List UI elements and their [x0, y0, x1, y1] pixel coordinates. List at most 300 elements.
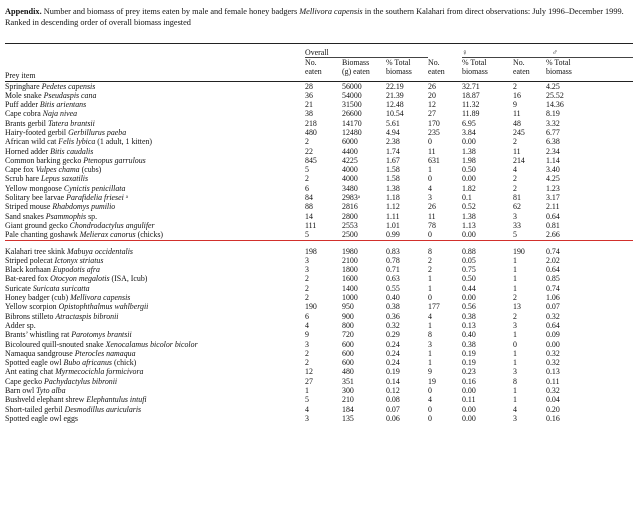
overall-no-eaten-cell: 27 — [305, 376, 313, 386]
row-padding — [587, 340, 633, 349]
row-padding — [587, 221, 633, 230]
overall-biomass-cell: 1000 — [342, 293, 358, 303]
prey-name-cell — [5, 312, 305, 321]
overall-biomass-cell: 54000 — [342, 90, 362, 100]
overall-biomass-cell: 1400 — [342, 283, 358, 293]
male-pct-cell: 0.85 — [546, 274, 560, 284]
table-row — [5, 230, 633, 240]
prey-scientific-name: Pterocles namaqua — [74, 348, 136, 358]
overall-pct-cell: 22.19 — [386, 81, 404, 91]
female-pct-cell: 0.00 — [462, 413, 476, 423]
female-pct-cell: 0.13 — [462, 320, 476, 330]
prey-name-cell — [5, 414, 305, 423]
overall-biomass-cell: 4000 — [342, 165, 358, 175]
male-no-eaten-cell: 4 — [513, 404, 517, 414]
table-row — [5, 109, 633, 118]
female-pct-cell: 1.82 — [462, 183, 476, 193]
male-no-eaten-cell: 1 — [513, 395, 517, 405]
prey-common-name: Pale chanting goshawk — [5, 230, 80, 240]
male-pct-cell: 3.32 — [546, 118, 560, 128]
header-male-pct: % Total biomass — [546, 58, 587, 82]
overall-pct-cell: 0.99 — [386, 230, 428, 240]
overall-pct-cell: 0.12 — [386, 386, 400, 395]
overall-no-eaten-cell: 111 — [305, 220, 317, 230]
prey-common-name: Scrub hare — [5, 174, 41, 184]
table-row — [5, 395, 633, 404]
table-row — [5, 367, 633, 376]
prey-common-name: Sand snakes — [5, 211, 46, 221]
prey-scientific-name: Pedetes capensis — [41, 81, 96, 91]
prey-scientific-name: Melierax canorus — [79, 230, 136, 240]
overall-biomass-cell: 1800 — [342, 265, 358, 275]
prey-scientific-name: Vulpes chama — [35, 165, 80, 175]
female-no-eaten-cell: 3 — [428, 193, 432, 203]
header-prey-item: Prey item — [5, 58, 305, 82]
prey-common-name: Spotted eagle owl — [5, 358, 64, 368]
male-pct-cell: 2.11 — [546, 202, 560, 212]
table-row — [5, 405, 633, 414]
prey-scientific-name: Psammophis — [45, 211, 87, 221]
table-row — [5, 386, 633, 395]
overall-no-eaten-cell: 2 — [305, 293, 309, 303]
male-pct-cell: 0.04 — [546, 395, 560, 405]
row-padding — [587, 405, 633, 414]
prey-name-cell — [5, 202, 305, 211]
female-pct-cell: 0.88 — [462, 246, 476, 256]
overall-no-eaten-cell: 3 — [305, 339, 309, 349]
prey-name-cell — [5, 212, 305, 221]
male-pct-cell: 0.32 — [546, 386, 560, 395]
male-pct-cell: 0.74 — [546, 246, 560, 256]
overall-biomass-cell: 3480 — [342, 183, 358, 193]
prey-scientific-name: Eupodotis afra — [52, 265, 100, 275]
prey-name-cell — [5, 274, 305, 283]
female-no-eaten-cell: 1 — [428, 358, 432, 368]
male-pct-cell: 0.64 — [546, 320, 560, 330]
male-no-eaten-cell: 2 — [513, 137, 517, 147]
prey-name-cell — [5, 340, 305, 349]
row-padding — [587, 367, 633, 376]
male-no-eaten-cell: 2 — [513, 81, 517, 91]
prey-name-cell — [5, 193, 305, 202]
male-pct-cell: 4.25 — [546, 174, 560, 184]
prey-scientific-name: Pseudaspis cana — [43, 90, 97, 100]
overall-biomass-cell: 4225 — [342, 155, 358, 165]
prey-common-name: Bicoloured quill-snouted snake — [5, 339, 106, 349]
overall-biomass-cell: 184 — [342, 404, 354, 414]
prey-scientific-name: Cynictis penicillata — [63, 183, 126, 193]
overall-biomass-cell: 14170 — [342, 118, 362, 128]
male-no-eaten-cell: 4 — [513, 165, 517, 175]
male-no-eaten-cell: 11 — [513, 146, 521, 156]
prey-note: ᵃ — [123, 193, 128, 203]
overall-biomass-cell: 135 — [342, 413, 354, 423]
male-pct-cell: 2.02 — [546, 255, 560, 265]
prey-name-cell — [5, 284, 305, 293]
overall-no-eaten-cell: 2 — [305, 348, 309, 358]
overall-pct-cell: 0.08 — [386, 395, 400, 405]
row-padding — [587, 128, 633, 137]
prey-common-name: Mole snake — [5, 90, 44, 100]
male-pct-cell: 14.36 — [546, 100, 564, 110]
overall-pct-cell: 0.63 — [386, 274, 400, 284]
prey-name-cell — [5, 165, 305, 174]
table-row — [5, 212, 633, 221]
prey-scientific-name: Parotomys brantsii — [71, 330, 132, 340]
overall-no-eaten-cell: 38 — [305, 109, 313, 119]
male-no-eaten-cell: 3 — [513, 211, 517, 221]
prey-common-name: Honey badger (cub) — [5, 293, 71, 303]
male-no-eaten-cell: 1 — [513, 255, 517, 265]
female-no-eaten-cell: 26 — [428, 202, 436, 212]
table-row — [5, 302, 633, 311]
overall-biomass-cell: 2100 — [342, 255, 358, 265]
caption-text-post: in the southern Kalahari from direct observations: July 1996–December 1999. Ranked in descending order of overall biomass ingested — [5, 7, 624, 27]
overall-pct-cell: 1.18 — [386, 193, 400, 203]
female-no-eaten-cell: 4 — [428, 395, 432, 405]
female-no-eaten-cell: 27 — [428, 109, 436, 119]
prey-scientific-name: Tyto alba — [36, 386, 66, 395]
female-pct-cell: 0.16 — [462, 376, 476, 386]
male-no-eaten-cell: 1 — [513, 283, 517, 293]
overall-no-eaten-cell: 6 — [305, 311, 309, 321]
row-padding — [587, 174, 633, 183]
male-no-eaten-cell: 9 — [513, 100, 517, 110]
table-row — [5, 91, 633, 100]
prey-scientific-name: Chondrodactylus angulifer — [69, 220, 155, 230]
header-female-pct: % Total biomass — [462, 58, 513, 82]
prey-scientific-name: Gerbillurus paeba — [68, 127, 127, 137]
prey-common-name: Cape gecko — [5, 376, 44, 386]
female-no-eaten-cell: 11 — [428, 146, 436, 156]
overall-no-eaten-cell: 2 — [305, 358, 309, 368]
group-female: ♀ — [462, 44, 546, 58]
overall-pct-cell: 0.71 — [386, 265, 400, 275]
row-padding — [587, 256, 633, 265]
table-row — [5, 330, 633, 339]
overall-biomass-cell: 26600 — [342, 109, 362, 119]
table-row — [5, 312, 633, 321]
overall-pct-cell: 1.74 — [386, 146, 400, 156]
female-no-eaten-cell: 2 — [428, 265, 432, 275]
female-pct-cell: 1.13 — [462, 220, 476, 230]
table-row — [5, 202, 633, 211]
female-no-eaten-cell: 1 — [428, 320, 432, 330]
prey-name-cell — [5, 137, 305, 146]
prey-common-name: Bushveld elephant shrew — [5, 395, 87, 405]
male-no-eaten-cell: 245 — [513, 127, 525, 137]
female-no-eaten-cell: 1 — [428, 348, 432, 358]
female-pct-cell: 0.19 — [462, 348, 476, 358]
row-padding — [587, 321, 633, 330]
overall-pct-cell: 1.01 — [386, 220, 400, 230]
prey-note: (1 adult, 1 kitten) — [95, 137, 153, 147]
male-pct-cell: 1.14 — [546, 155, 560, 165]
row-padding — [587, 119, 633, 128]
overall-pct-cell: 0.38 — [386, 302, 400, 312]
overall-biomass-cell: 480 — [342, 367, 354, 377]
row-padding — [587, 377, 633, 386]
overall-pct-cell: 0.24 — [386, 348, 400, 358]
male-no-eaten-cell: 11 — [513, 109, 521, 119]
prey-common-name: Spotted eagle owl eggs — [5, 413, 78, 423]
prey-common-name: Brants’ whistling rat — [5, 330, 72, 340]
prey-common-name: Suricate — [5, 283, 33, 293]
prey-scientific-name: Atractaspis bibronii — [55, 311, 119, 321]
table-row — [5, 414, 633, 423]
prey-common-name: Bibrons stilleto — [5, 311, 56, 321]
male-pct-cell: 0.32 — [546, 311, 560, 321]
overall-no-eaten-cell: 3 — [305, 255, 309, 265]
row-padding — [587, 386, 633, 395]
prey-name-cell — [5, 405, 305, 414]
table-row — [5, 358, 633, 367]
female-pct-cell: 6.95 — [462, 118, 476, 128]
prey-scientific-name: Opistophthalmus wahlbergii — [58, 302, 149, 312]
prey-scientific-name: Parafidelia friesei — [66, 193, 124, 203]
prey-scientific-name: Bitis caudalis — [50, 146, 94, 156]
male-pct-cell: 1.06 — [546, 293, 560, 303]
male-pct-cell: 2.34 — [546, 146, 560, 156]
male-pct-cell: 0.74 — [546, 283, 560, 293]
group-overall: Overall — [305, 44, 428, 58]
male-no-eaten-cell: 16 — [513, 90, 521, 100]
female-pct-cell: 0.38 — [462, 311, 476, 321]
overall-pct-cell: 0.32 — [386, 320, 400, 330]
prey-name-cell — [5, 330, 305, 339]
male-no-eaten-cell: 1 — [513, 330, 517, 340]
overall-biomass-cell: 6000 — [342, 137, 358, 147]
overall-biomass-cell: 4400 — [342, 146, 358, 156]
row-padding — [587, 100, 633, 109]
overall-pct-cell: 0.55 — [386, 283, 400, 293]
column-header-row — [5, 58, 633, 82]
prey-scientific-name: Naja nivea — [42, 109, 78, 119]
prey-name-cell — [5, 128, 305, 137]
prey-note: (ISA, Icub) — [109, 274, 148, 284]
female-no-eaten-cell: 0 — [428, 293, 432, 303]
prey-common-name: Giant ground gecko — [5, 220, 70, 230]
overall-pct-cell: 1.67 — [386, 155, 400, 165]
female-pct-cell: 0.44 — [462, 283, 476, 293]
prey-common-name: Barn owl — [5, 386, 37, 395]
overall-no-eaten-cell: 84 — [305, 193, 313, 203]
row-padding — [587, 274, 633, 283]
prey-common-name: Striped polecat — [5, 255, 55, 265]
male-no-eaten-cell: 33 — [513, 220, 521, 230]
overall-biomass-cell: 210 — [342, 395, 354, 405]
female-no-eaten-cell: 26 — [428, 81, 436, 91]
male-pct-cell: 6.38 — [546, 137, 560, 147]
row-padding — [587, 284, 633, 293]
overall-pct-cell: 1.12 — [386, 202, 400, 212]
overall-pct-cell: 0.83 — [386, 246, 400, 256]
overall-no-eaten-cell: 845 — [305, 155, 317, 165]
prey-name-cell — [5, 109, 305, 118]
female-pct-cell: 0.00 — [462, 230, 513, 240]
female-no-eaten-cell: 0 — [428, 137, 432, 147]
male-no-eaten-cell: 190 — [513, 246, 525, 256]
prey-scientific-name: Mellivora capensis — [70, 293, 131, 303]
female-pct-cell: 1.38 — [462, 211, 476, 221]
male-pct-cell: 0.07 — [546, 302, 560, 312]
row-padding — [587, 330, 633, 339]
prey-common-name: Hairy-footed gerbil — [5, 127, 69, 137]
male-no-eaten-cell: 3 — [513, 320, 517, 330]
female-pct-cell: 3.84 — [462, 127, 476, 137]
table-row — [5, 193, 633, 202]
header-overall-no-eaten: No. eaten — [305, 58, 342, 82]
male-pct-cell: 0.32 — [546, 348, 560, 358]
overall-pct-cell: 1.58 — [386, 165, 400, 175]
female-pct-cell: 0.00 — [462, 293, 476, 303]
male-no-eaten-cell: 2 — [513, 174, 517, 184]
prey-common-name: Black korhaan — [5, 265, 53, 275]
prey-name-cell — [5, 91, 305, 100]
male-pct-cell: 0.09 — [546, 330, 560, 340]
prey-name-cell — [5, 221, 305, 230]
prey-common-name: Kalahari tree skink — [5, 246, 68, 256]
overall-no-eaten-cell: 4 — [305, 404, 309, 414]
overall-biomass-cell: 600 — [342, 358, 354, 368]
male-pct-cell: 0.81 — [546, 220, 560, 230]
group-header-row — [5, 44, 633, 58]
row-padding — [587, 184, 633, 193]
prey-common-name: Horned adder — [5, 146, 51, 156]
male-no-eaten-cell: 1 — [513, 274, 517, 284]
male-no-eaten-cell: 48 — [513, 118, 521, 128]
table-row — [5, 247, 633, 256]
female-pct-cell: 0.11 — [462, 395, 476, 405]
overall-no-eaten-cell: 198 — [305, 246, 317, 256]
overall-no-eaten-cell: 3 — [305, 413, 309, 423]
male-pct-cell: 3.17 — [546, 193, 560, 203]
overall-pct-cell: 1.38 — [386, 183, 400, 193]
overall-pct-cell: 12.48 — [386, 100, 404, 110]
female-pct-cell: 0.75 — [462, 265, 476, 275]
male-pct-cell: 0.32 — [546, 358, 560, 368]
male-pct-cell: 0.13 — [546, 367, 560, 377]
overall-biomass-cell: 600 — [342, 339, 354, 349]
overall-no-eaten-cell: 5 — [305, 230, 342, 240]
prey-common-name: Solitary bee larvae — [5, 193, 67, 203]
overall-pct-cell: 0.40 — [386, 293, 400, 303]
female-no-eaten-cell: 3 — [428, 339, 432, 349]
overall-pct-cell: 0.19 — [386, 367, 400, 377]
female-pct-cell: 0.50 — [462, 274, 476, 284]
overall-pct-cell: 0.06 — [386, 413, 400, 423]
overall-no-eaten-cell: 5 — [305, 395, 309, 405]
female-no-eaten-cell: 4 — [428, 311, 432, 321]
prey-scientific-name: Otocyon megalotis — [50, 274, 110, 284]
prey-scientific-name: Felis lybica — [58, 137, 96, 147]
prey-scientific-name: Elephantulus intufi — [86, 395, 147, 405]
female-pct-cell: 0.00 — [462, 174, 476, 184]
table-row — [5, 174, 633, 183]
row-padding — [587, 302, 633, 311]
prey-name-cell — [5, 293, 305, 302]
female-pct-cell: 0.00 — [462, 137, 476, 147]
table-row — [5, 137, 633, 146]
row-padding — [587, 230, 633, 240]
overall-pct-cell: 0.78 — [386, 255, 400, 265]
male-pct-cell: 0.20 — [546, 404, 560, 414]
table-row — [5, 321, 633, 330]
header-male-no-eaten: No. eaten — [513, 58, 546, 82]
prey-note: (chick) — [111, 358, 137, 368]
prey-name-cell — [5, 247, 305, 256]
overall-pct-cell: 0.24 — [386, 339, 400, 349]
overall-biomass-cell: 2553 — [342, 220, 358, 230]
male-pct-cell: 3.40 — [546, 165, 560, 175]
male-pct-cell: 2.66 — [546, 230, 587, 240]
male-pct-cell: 0.16 — [546, 413, 560, 423]
male-no-eaten-cell: 1 — [513, 265, 517, 275]
male-no-eaten-cell: 2 — [513, 311, 517, 321]
table-row — [5, 349, 633, 358]
row-padding — [587, 395, 633, 404]
prey-scientific-name: Desmodillus auricularis — [64, 404, 142, 414]
prey-name-cell — [5, 156, 305, 165]
overall-no-eaten-cell: 480 — [305, 127, 317, 137]
overall-biomass-cell: 600 — [342, 348, 354, 358]
overall-no-eaten-cell: 21 — [305, 100, 313, 110]
female-pct-cell: 0.52 — [462, 202, 476, 212]
prey-common-name: Bat-eared fox — [5, 274, 51, 284]
table-row — [5, 284, 633, 293]
overall-pct-cell: 0.07 — [386, 404, 400, 414]
overall-pct-cell: 21.39 — [386, 90, 404, 100]
overall-no-eaten-cell: 14 — [305, 211, 313, 221]
row-padding — [587, 202, 633, 211]
prey-scientific-name: Pachydactylus bibronii — [44, 376, 118, 386]
female-no-eaten-cell: 19 — [428, 376, 436, 386]
male-no-eaten-cell: 3 — [513, 367, 517, 377]
overall-no-eaten-cell: 22 — [305, 146, 313, 156]
table-row — [5, 128, 633, 137]
prey-common-name: Adder sp. — [5, 320, 36, 330]
row-padding — [587, 349, 633, 358]
female-pct-cell: 0.38 — [462, 339, 476, 349]
prey-scientific-name: Mabuya occidentalis — [67, 246, 133, 256]
overall-no-eaten-cell: 9 — [305, 330, 309, 340]
overall-biomass-cell: 2500 — [342, 230, 386, 240]
female-pct-cell: 0.50 — [462, 165, 476, 175]
overall-no-eaten-cell: 12 — [305, 367, 313, 377]
male-no-eaten-cell: 1 — [513, 348, 517, 358]
overall-no-eaten-cell: 6 — [305, 183, 309, 193]
prey-scientific-name: Tatera brantsii — [47, 118, 95, 128]
row-padding — [587, 293, 633, 302]
prey-common-name: Brants gerbil — [5, 118, 48, 128]
male-no-eaten-cell: 1 — [513, 386, 517, 395]
male-no-eaten-cell: 62 — [513, 202, 521, 212]
female-no-eaten-cell: 20 — [428, 90, 436, 100]
prey-common-name: Cape fox — [5, 165, 36, 175]
overall-no-eaten-cell: 2 — [305, 174, 309, 184]
male-pct-cell: 25.52 — [546, 90, 564, 100]
female-no-eaten-cell: 8 — [428, 330, 432, 340]
prey-name-cell — [5, 395, 305, 404]
female-no-eaten-cell: 235 — [428, 127, 440, 137]
row-padding — [587, 81, 633, 91]
overall-biomass-cell: 950 — [342, 302, 354, 312]
prey-scientific-name: Lepus saxatilis — [40, 174, 89, 184]
male-no-eaten-cell: 8 — [513, 376, 517, 386]
male-pct-cell: 0.64 — [546, 265, 560, 275]
table-row — [5, 265, 633, 274]
prey-scientific-name: Suricata suricatta — [32, 283, 90, 293]
